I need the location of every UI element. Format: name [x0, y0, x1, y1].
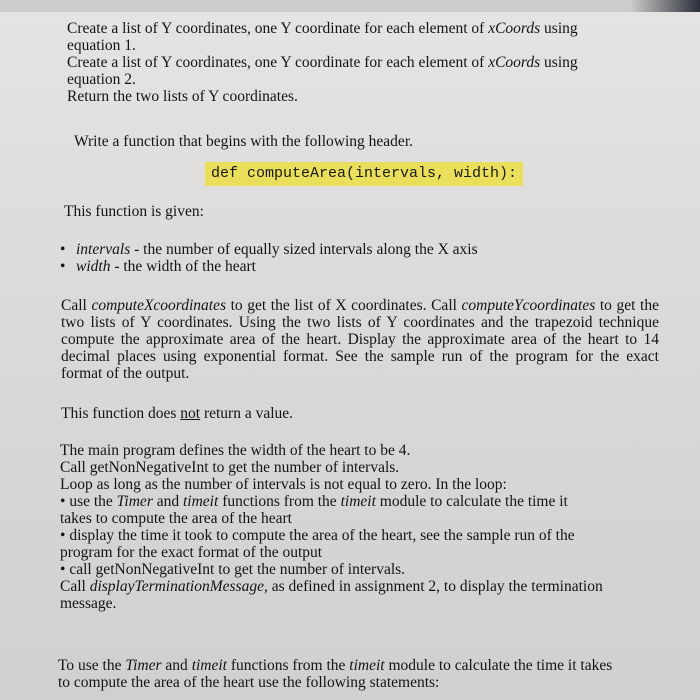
main-line: Loop as long as the number of intervals is not equal to zero. In the loop: — [60, 476, 507, 493]
no-return-text: This function does not return a value. — [61, 405, 294, 422]
bullet-icon: • — [60, 493, 66, 510]
main-bullet: • display the time it took to compute the area of the heart, see the sample run of the — [60, 527, 575, 544]
compute-area-paragraph: Call computeXcoordinates to get the list of X coordinates. Call computeYcoordinates to get the two lists of Y coordinates. Using the two lists of Y coordinates and the trapezoid technique compute the approximate area of the heart. Display the approximate area of the heart to 14 decimal places using exponential format. See the sample run of the program for the exact format of the output. — [61, 297, 659, 382]
main-line: program for the exact format of the output — [60, 544, 323, 561]
parameter-list — [58, 241, 578, 275]
top-edge — [0, 0, 700, 12]
given-text: This function is given: — [64, 203, 204, 220]
list-item: • width - the width of the heart — [58, 258, 578, 275]
main-line: Call displayTerminationMessage, as defined in assignment 2, to display the termination — [60, 578, 603, 595]
intro-line: Create a list of Y coordinates, one Y coordinate for each element of xCoords using — [67, 54, 578, 71]
main-line: takes to compute the area of the heart — [60, 510, 292, 527]
intro-line: Return the two lists of Y coordinates. — [67, 88, 298, 105]
intro-line: Create a list of Y coordinates, one Y coordinate for each element of xCoords using — [67, 20, 578, 37]
final-paragraph: To use the Timer and timeit functions from the timeit module to calculate the time it takes to compute the area of the heart use the following statements: — [58, 657, 613, 691]
main-program-block — [60, 442, 680, 612]
main-line: message. — [60, 595, 117, 612]
main-line: The main program defines the width of the heart to be 4. — [60, 442, 411, 459]
main-bullet: • use the Timer and timeit functions from the timeit module to calculate the time it — [60, 493, 568, 510]
intro-line: equation 1. — [67, 37, 136, 54]
list-item: • intervals - the number of equally sized intervals along the X axis — [58, 241, 578, 258]
intro-line: equation 2. — [67, 71, 136, 88]
main-line: Call getNonNegativeInt to get the number of intervals. — [60, 459, 400, 476]
main-bullet: • call getNonNegativeInt to get the number of intervals. — [60, 561, 406, 578]
bullet-icon: • — [60, 527, 66, 544]
bullet-icon: • — [60, 561, 66, 578]
intro-block — [67, 20, 627, 105]
function-header-code: def computeArea(intervals, width): — [205, 162, 523, 186]
write-function-text: Write a function that begins with the following header. — [74, 133, 413, 150]
